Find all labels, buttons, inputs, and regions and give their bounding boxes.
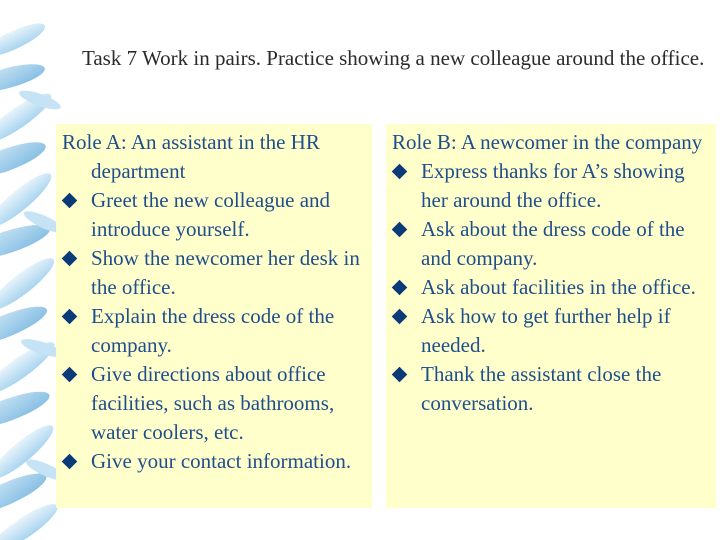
diamond-bullet-icon — [62, 193, 78, 209]
diamond-bullet-icon — [392, 367, 408, 383]
list-item: Ask how to get further help if needed. — [392, 302, 710, 360]
list-item: Give directions about office facilities, such as bathrooms, water coolers, etc. — [62, 360, 366, 447]
diamond-bullet-icon — [62, 367, 78, 383]
list-item: Thank the assistant close the conversation. — [392, 360, 710, 418]
diamond-bullet-icon — [62, 251, 78, 267]
role-b-list — [386, 157, 710, 418]
role-a-heading: Role A: An assistant in the HR department — [62, 130, 320, 183]
diamond-bullet-icon — [62, 454, 78, 470]
role-b-panel — [386, 124, 716, 508]
list-item: Express thanks for A’s showing her around the office. — [392, 157, 710, 215]
role-a-list — [56, 186, 366, 476]
list-item: Greet the new colleague and introduce yourself. — [62, 186, 366, 244]
diamond-bullet-icon — [392, 164, 408, 180]
task-title: Task 7 Work in pairs. Practice showing a new colleague around the office. — [82, 46, 705, 70]
list-item: Explain the dress code of the company. — [62, 302, 366, 360]
list-item: Show the newcomer her desk in the office. — [62, 244, 366, 302]
diamond-bullet-icon — [392, 309, 408, 325]
diamond-bullet-icon — [392, 222, 408, 238]
list-item: Ask about facilities in the office. — [392, 273, 710, 302]
diamond-bullet-icon — [392, 280, 408, 296]
list-item: Ask about the dress code of the and company. — [392, 215, 710, 273]
role-b-heading: Role B: A newcomer in the company — [392, 130, 703, 154]
role-a-panel — [56, 124, 372, 508]
list-item: Give your contact information. — [62, 447, 366, 476]
diamond-bullet-icon — [62, 309, 78, 325]
